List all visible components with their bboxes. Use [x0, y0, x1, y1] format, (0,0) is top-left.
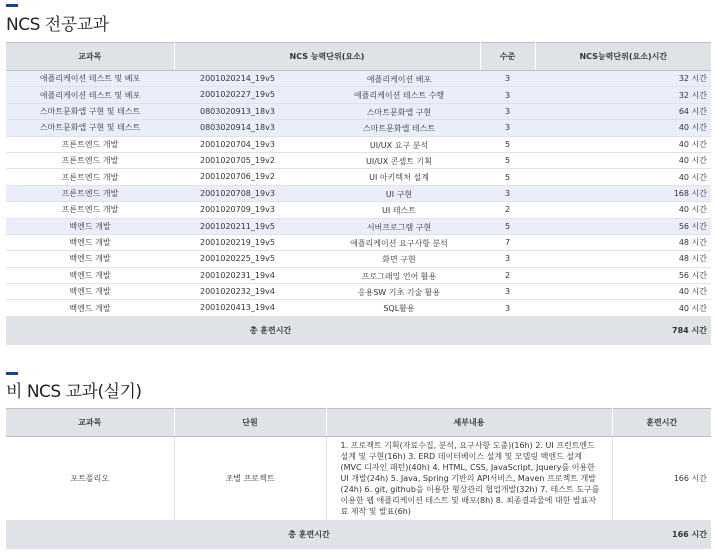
column-header: 교과목: [6, 409, 174, 437]
nonncs-section-title: 비 NCS 교과(실기): [6, 382, 142, 402]
unit-code: 2001020211_19v5: [200, 221, 275, 231]
unit-name: SQL활용: [383, 304, 415, 314]
table-row: [6, 169, 711, 185]
subject-cell: 프론트엔드 개발: [6, 202, 174, 218]
unit-code: 2001020219_19v5: [200, 237, 275, 247]
detail-cell: 1. 프로젝트 기획(자료수집, 분석, 요구사항 도출)(16h) 2. UI 프런트엔드 설계 및 구현(16h) 3. ERD 데이터베이스 설계 및 모델링 백엔드 설계(MVC 디자인 패턴)(40h) 4. HTML, CSS, JavaScript, Jquery를 이용한 UI 개발(24h) 5. Java, Spring 기반의 API서비스, Maven 프로젝트 개발(24h) 6. git, github을 이용한 형상관리 협업개발(32h) 7. 테스트 도구를 이용한 웹 애플리케이션 테스트 및 배포(8h) 8. 최종결과물에 대한 발표자료 제작 및 발표(6h): [326, 437, 612, 521]
hours-cell: 40 시간: [535, 284, 711, 300]
subject-cell: 백엔드 개발: [6, 234, 174, 250]
unit-code: 2001020704_19v3: [200, 139, 275, 149]
subject-cell: 백엔드 개발: [6, 251, 174, 267]
table-row: [6, 136, 711, 152]
unit-code: 2001020709_19v3: [200, 205, 275, 215]
total-hours: 784 시간: [535, 316, 711, 344]
ncs-unit-cell: [174, 103, 480, 119]
subject-cell: 백엔드 개발: [6, 218, 174, 234]
column-header: 훈련시간: [612, 409, 711, 437]
unit-code: 0803020914_18v3: [200, 123, 275, 133]
unit-code: 2001020413_19v4: [200, 303, 275, 313]
subject-cell: 스마트문화앱 구현 및 테스트: [6, 120, 174, 136]
unit-name: 서버프로그램 구현: [366, 222, 432, 232]
ncs-table: [6, 42, 711, 345]
unit-code: 2001020232_19v4: [200, 287, 275, 297]
level-cell: 2: [480, 202, 535, 218]
column-header: NCS능력단위(요소)시간: [535, 43, 711, 71]
unit-name: UI 테스트: [382, 206, 416, 216]
hours-cell: 40 시간: [535, 169, 711, 185]
hours-cell: 40 시간: [535, 152, 711, 168]
subject-cell: 프론트엔드 개발: [6, 136, 174, 152]
subject-cell: 포트폴리오: [6, 437, 174, 521]
unit-code: 2001020708_19v3: [200, 188, 275, 198]
ncs-table-header: [6, 43, 711, 71]
subject-cell: 프론트엔드 개발: [6, 185, 174, 201]
subject-cell: 프론트엔드 개발: [6, 169, 174, 185]
nonncs-table-header: [6, 409, 711, 437]
section-accent-bar: [6, 4, 18, 7]
hours-cell: 40 시간: [535, 202, 711, 218]
unit-cell: 조별 프로젝트: [174, 437, 326, 521]
ncs-section-title: NCS 전공교과: [6, 15, 109, 35]
subject-cell: 애플리케이션 테스트 및 배포: [6, 87, 174, 103]
ncs-unit-cell: [174, 71, 480, 87]
table-row: [6, 218, 711, 234]
hours-cell: 32 시간: [535, 71, 711, 87]
ncs-unit-cell: [174, 152, 480, 168]
level-cell: 3: [480, 103, 535, 119]
level-cell: 3: [480, 284, 535, 300]
unit-name: UI 아키텍처 설계: [369, 173, 429, 183]
hours-cell: 40 시간: [535, 136, 711, 152]
subject-cell: 스마트문화앱 구현 및 테스트: [6, 103, 174, 119]
total-label: 총 훈련시간: [6, 521, 612, 549]
hours-cell: 48 시간: [535, 234, 711, 250]
subject-cell: 프론트엔드 개발: [6, 152, 174, 168]
ncs-unit-cell: [174, 267, 480, 283]
unit-name: UI/UX 콘셉트 기획: [366, 156, 432, 166]
ncs-unit-cell: [174, 169, 480, 185]
unit-name: UI/UX 요구 분석: [369, 140, 429, 150]
unit-name: 애플리케이션 배포: [366, 75, 432, 84]
hours-cell: 166 시간: [612, 437, 711, 521]
unit-code: 2001020705_19v2: [200, 155, 275, 165]
total-label: 총 훈련시간: [6, 316, 535, 344]
table-row: [6, 120, 711, 136]
column-header: NCS 능력단위(요소): [174, 43, 480, 71]
unit-name: 스마트문화앱 테스트: [362, 124, 436, 134]
total-row: [6, 521, 711, 549]
hours-cell: 56 시간: [535, 218, 711, 234]
subject-cell: 백엔드 개발: [6, 267, 174, 283]
column-header: 세부내용: [326, 409, 612, 437]
table-row: [6, 267, 711, 283]
ncs-unit-cell: [174, 136, 480, 152]
hours-cell: 48 시간: [535, 251, 711, 267]
level-cell: 3: [480, 120, 535, 136]
subject-cell: 백엔드 개발: [6, 300, 174, 316]
table-row: [6, 284, 711, 300]
level-cell: 5: [480, 136, 535, 152]
level-cell: 2: [480, 267, 535, 283]
table-row: [6, 300, 711, 316]
level-cell: 7: [480, 234, 535, 250]
level-cell: 3: [480, 185, 535, 201]
unit-code: 2001020231_19v4: [200, 270, 275, 280]
unit-code: 2001020214_19v5: [200, 74, 275, 83]
hours-cell: 32 시간: [535, 87, 711, 103]
table-row: [6, 185, 711, 201]
unit-name: 스마트문화앱 구현: [366, 107, 432, 117]
level-cell: 5: [480, 218, 535, 234]
ncs-unit-cell: [174, 120, 480, 136]
hours-cell: 56 시간: [535, 267, 711, 283]
level-cell: 3: [480, 300, 535, 316]
unit-name: UI 구현: [385, 189, 413, 199]
table-row: [6, 152, 711, 168]
unit-name: 프로그래밍 언어 활용: [361, 271, 437, 281]
table-row: [6, 202, 711, 218]
level-cell: 5: [480, 169, 535, 185]
nonncs-table: [6, 408, 711, 549]
hours-cell: 40 시간: [535, 300, 711, 316]
level-cell: 5: [480, 152, 535, 168]
total-row: [6, 316, 711, 344]
unit-code: 0803020913_18v3: [200, 106, 275, 116]
ncs-unit-cell: [174, 218, 480, 234]
section-accent-bar: [6, 372, 18, 375]
hours-cell: 64 시간: [535, 103, 711, 119]
unit-name: 응용SW 기초 기술 활용: [357, 288, 441, 298]
ncs-unit-cell: [174, 234, 480, 250]
unit-name: 화면 구현: [382, 255, 416, 265]
table-row: [6, 234, 711, 250]
ncs-unit-cell: [174, 87, 480, 103]
hours-cell: 168 시간: [535, 185, 711, 201]
level-cell: 3: [480, 251, 535, 267]
unit-code: 2001020227_19v5: [200, 90, 275, 100]
level-cell: 3: [480, 87, 535, 103]
unit-name: 애플리케이션 테스트 수행: [353, 91, 445, 101]
table-row: [6, 437, 711, 521]
unit-name: 애플리케이션 요구사항 분석: [350, 238, 448, 248]
column-header: 교과목: [6, 43, 174, 71]
ncs-unit-cell: [174, 202, 480, 218]
column-header: 수준: [480, 43, 535, 71]
level-cell: 3: [480, 71, 535, 87]
unit-code: 2001020706_19v2: [200, 172, 275, 182]
column-header: 단원: [174, 409, 326, 437]
ncs-unit-cell: [174, 185, 480, 201]
table-row: [6, 103, 711, 119]
total-hours: 166 시간: [612, 521, 711, 549]
table-row: [6, 71, 711, 87]
hours-cell: 40 시간: [535, 120, 711, 136]
subject-cell: 애플리케이션 테스트 및 배포: [6, 71, 174, 87]
table-row: [6, 87, 711, 103]
ncs-unit-cell: [174, 251, 480, 267]
subject-cell: 백엔드 개발: [6, 284, 174, 300]
ncs-unit-cell: [174, 300, 480, 316]
unit-code: 2001020225_19v5: [200, 254, 275, 264]
table-row: [6, 251, 711, 267]
ncs-unit-cell: [174, 284, 480, 300]
